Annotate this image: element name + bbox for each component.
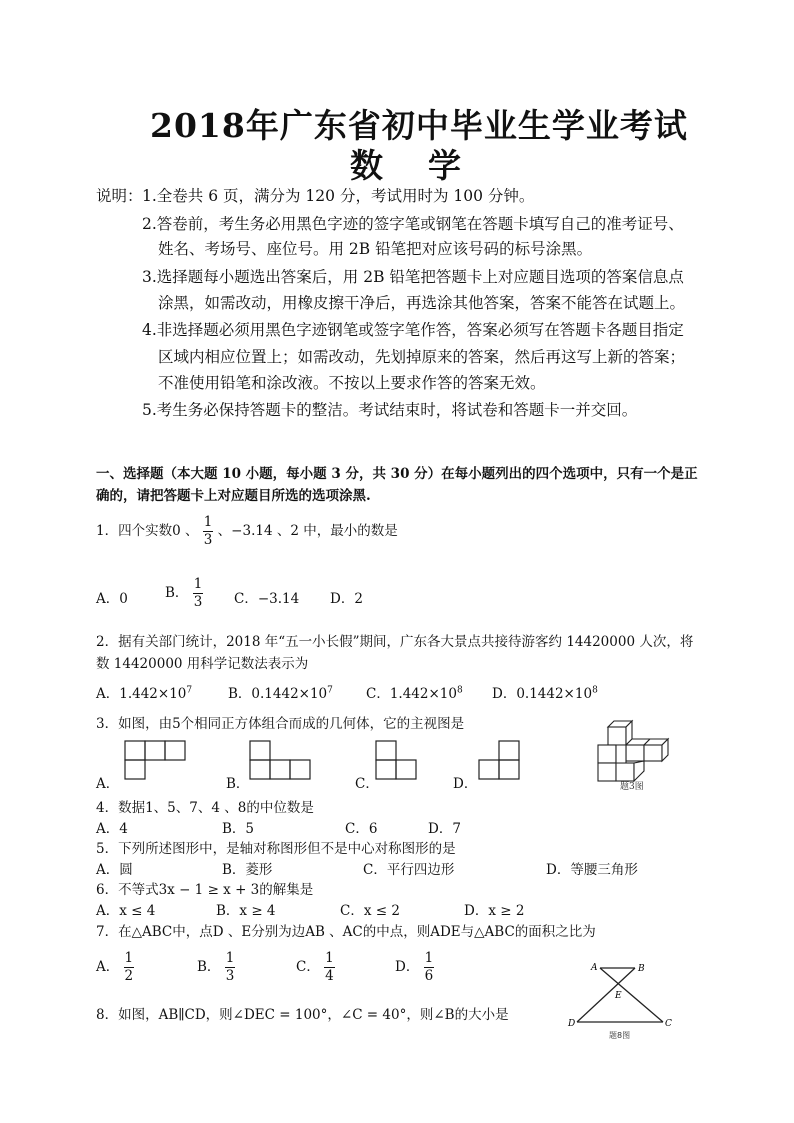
- q2-option-a-exp: 7: [186, 685, 193, 696]
- q7-option-d-fraction: [424, 950, 435, 985]
- question-7: 7．在△ABC中，点D 、E分别为边AB 、AC的中点，则ADE与△ABC的面积之比为: [96, 924, 596, 940]
- q1-b-den: 3: [193, 593, 203, 610]
- question-3: 3．如图，由5个相同正方体组合而成的几何体，它的主视图是: [96, 716, 465, 732]
- q5-option-a: A．圆: [96, 862, 133, 878]
- q8-label-a: A: [591, 963, 598, 973]
- q3-option-a-figure: [124, 740, 186, 780]
- q2-option-a: [96, 682, 192, 702]
- q7-c-num: 1: [325, 950, 334, 966]
- q5-option-d: D．等腰三角形: [546, 862, 638, 878]
- q3-figure-caption: 题3图: [620, 782, 644, 792]
- q7-a-den: 2: [124, 967, 134, 984]
- q3-solid-figure: [594, 715, 670, 785]
- question-2-line-2: 数 14420000 用科学记数法表示为: [96, 656, 309, 672]
- q4-option-a: A．4: [96, 821, 128, 837]
- q2-option-c: [366, 682, 463, 702]
- q2-option-d: [492, 682, 598, 702]
- q3-option-c: C．: [355, 776, 379, 792]
- instruction-line-4: 3.选择题每小题选出答案后，用 2B 铅笔把答题卡上对应题目选项的答案信息点: [142, 268, 684, 286]
- q1-option-d: D．2: [330, 591, 363, 607]
- q4-option-c: C．6: [345, 821, 378, 837]
- section-header-line-2: 确的，请把答题卡上对应题目所选的选项涂黑.: [96, 488, 371, 504]
- q7-option-c-label: C．: [296, 958, 320, 975]
- instruction-line-3: 姓名、考场号、座位号。用 2B 铅笔把对应该号码的标号涂黑。: [158, 240, 593, 258]
- q1-prefix: 1．四个实数0 、: [96, 522, 199, 539]
- q7-option-b-label: B．: [197, 958, 221, 975]
- q7-d-num: 1: [424, 950, 434, 966]
- q3-option-b: B．: [226, 776, 250, 792]
- instruction-line-9: 5.考生务必保持答题卡的整洁。考试结束时，将试卷和答题卡一并交回。: [142, 401, 638, 419]
- q4-option-d: D．7: [428, 821, 461, 837]
- q3-option-c-figure: [375, 740, 417, 780]
- q7-option-d: [395, 950, 434, 985]
- section-header-line-1: 一、选择题（本大题 10 小题，每小题 3 分，共 30 分）在每小题列出的四个选项中，只有一个是正: [96, 466, 698, 482]
- q8-label-d: D: [568, 1019, 576, 1029]
- q3-option-d: D．: [453, 776, 478, 792]
- instruction-line-1: 1.全卷共 6 页，满分为 120 分，考试用时为 100 分钟。: [142, 187, 535, 205]
- q2-option-d-text: D．0.1442×10: [492, 686, 593, 702]
- q7-option-d-label: D．: [395, 958, 420, 975]
- q1-suffix: 、−3.14 、2 中，最小的数是: [217, 522, 398, 539]
- q8-label-c: C: [665, 1019, 672, 1029]
- instruction-line-7: 区域内相应位置上；如需改动，先划掉原来的答案，然后再这写上新的答案；: [158, 348, 686, 366]
- instruction-line-6: 4.非选择题必须用黑色字迹钢笔或签字笔作答，答案必须写在答题卡各题目指定: [142, 321, 684, 339]
- q1-option-b-fraction: [193, 576, 204, 611]
- q2-option-b-exp: 7: [327, 685, 333, 696]
- q6-option-b: B．x ≥ 4: [216, 903, 276, 919]
- q3-option-a: A．: [96, 776, 120, 792]
- question-6: 6．不等式3x − 1 ≥ x + 3的解集是: [96, 882, 314, 898]
- q2-option-c-text: C．1.442×10: [366, 686, 457, 702]
- q2-option-b-text: B．0.1442×10: [228, 686, 328, 702]
- q7-option-a-label: A．: [96, 958, 120, 975]
- q2-option-c-exp: 8: [456, 685, 463, 696]
- q6-option-d: D．x ≥ 2: [464, 903, 525, 919]
- q8-label-e: E: [615, 991, 622, 1001]
- q1-option-a: A．0: [96, 591, 128, 607]
- question-8: 8．如图，AB∥CD，则∠DEC = 100°，∠C = 40°，则∠B的大小是: [96, 1007, 509, 1023]
- q1-frac-num: 1: [203, 514, 213, 530]
- q7-option-c: [296, 950, 335, 985]
- q1-option-b-label: B．: [165, 584, 189, 601]
- q5-option-c: C．平行四边形: [363, 862, 455, 878]
- q7-b-num: 1: [225, 950, 235, 966]
- q7-d-den: 6: [424, 967, 434, 984]
- q7-option-c-fraction: [324, 950, 335, 985]
- q1-fraction: [203, 514, 214, 549]
- instruction-line-8: 不准使用铅笔和涂改液。不按以上要求作答的答案无效。: [158, 374, 546, 392]
- q6-option-a: A．x ≤ 4: [96, 903, 156, 919]
- instruction-line-5: 涂黑，如需改动，用橡皮擦干净后，再选涂其他答案，答案不能答在试题上。: [158, 294, 686, 312]
- q7-option-b-fraction: [225, 950, 236, 985]
- page-title: 2018年广东省初中毕业生学业考试: [150, 106, 688, 145]
- q8-label-b: B: [638, 964, 645, 974]
- question-1: [96, 514, 398, 549]
- q8-figure: [565, 958, 675, 1040]
- instruction-line-2: 2.答卷前，考生务必用黑色字迹的签字笔或钢笔在答题卡填写自己的准考证号、: [142, 215, 684, 233]
- q1-option-b: [165, 576, 203, 611]
- q3-option-b-figure: [249, 740, 311, 780]
- q7-option-a: [96, 950, 134, 985]
- q5-option-b: B．菱形: [222, 862, 273, 878]
- question-2-line-1: 2．据有关部门统计，2018 年“五一小长假”期间，广东各大景点共接待游客约 14420000 人次，将: [96, 634, 694, 650]
- instructions-label: 说明：: [96, 187, 143, 205]
- q6-option-c: C．x ≤ 2: [340, 903, 400, 919]
- q4-option-b: B．5: [222, 821, 255, 837]
- q8-figure-caption: 题8图: [609, 1031, 631, 1040]
- q7-c-den: 4: [325, 967, 334, 984]
- q7-b-den: 3: [225, 967, 235, 984]
- q1-frac-den: 3: [203, 531, 213, 548]
- q7-a-num: 1: [124, 950, 134, 966]
- q2-option-a-text: A．1.442×10: [96, 686, 187, 702]
- q1-b-num: 1: [193, 576, 203, 592]
- question-4: 4．数据1、5、7、4 、8的中位数是: [96, 800, 314, 816]
- question-5: 5．下列所述图形中，是轴对称图形但不是中心对称图形的是: [96, 841, 456, 857]
- q3-option-d-figure: [478, 740, 520, 780]
- q7-option-b: [197, 950, 235, 985]
- subject-title: 数 学: [350, 146, 467, 185]
- q2-option-d-exp: 8: [592, 685, 598, 696]
- q7-option-a-fraction: [124, 950, 135, 985]
- q1-option-c: C．−3.14: [234, 591, 300, 607]
- q2-option-b: [228, 682, 333, 702]
